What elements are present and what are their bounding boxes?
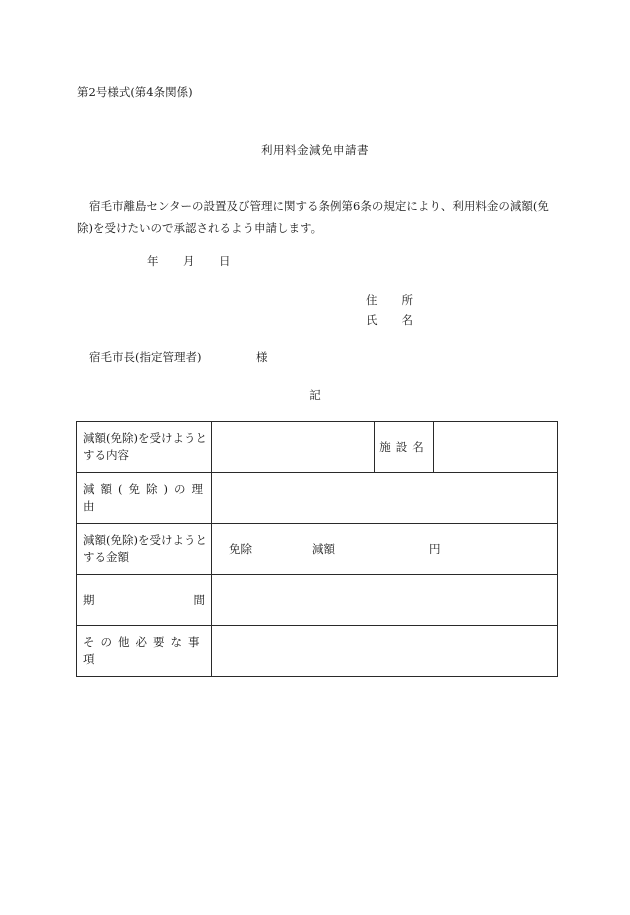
address-label [366, 292, 413, 308]
table-row [77, 422, 558, 473]
period-label-char-2: 間 [193, 592, 205, 607]
name-label-char-2: 名 [401, 313, 413, 327]
name-label-char-1: 氏 [366, 313, 378, 327]
amount-field[interactable] [212, 524, 558, 575]
facility-name-field[interactable] [434, 422, 558, 473]
application-statement: 宿毛市離島センターの設置及び管理に関する条例第6条の規定により、利用料金の減額(免除)を受けたいので承認されるよう申請します。 [77, 199, 549, 235]
table-row [77, 575, 558, 626]
address-label-char-2: 所 [401, 293, 413, 307]
table-row [77, 524, 558, 575]
content-field[interactable] [212, 422, 375, 473]
record-heading: 記 [309, 388, 321, 402]
reason-field[interactable] [212, 473, 558, 524]
document-title: 利用料金減免申請書 [261, 143, 369, 157]
other-label: その他必要な事項 [77, 626, 212, 677]
amount-reduce: 減額 [312, 542, 335, 556]
addressee: 宿毛市長(指定管理者) [89, 350, 202, 364]
period-label [77, 575, 212, 626]
other-field[interactable] [212, 626, 558, 677]
honorific: 様 [256, 350, 268, 364]
amount-unit: 円 [429, 542, 441, 556]
content-label: 減額(免除)を受けようとする内容 [77, 422, 212, 473]
reason-label: 減額(免除)の理由 [77, 473, 212, 524]
amount-exempt: 免除 [229, 542, 252, 556]
amount-label: 減額(免除)を受けようとする金額 [77, 524, 212, 575]
table-row [77, 626, 558, 677]
application-table [76, 421, 558, 677]
name-label [366, 312, 413, 328]
address-label-char-1: 住 [366, 293, 378, 307]
period-label-char-1: 期 [83, 592, 95, 607]
date-year-label: 年 [147, 254, 159, 268]
date-day-label: 日 [219, 254, 231, 268]
facility-name-label: 施設名 [375, 422, 434, 473]
period-field[interactable] [212, 575, 558, 626]
table-row [77, 473, 558, 524]
date-month-label: 月 [183, 254, 195, 268]
form-number-label: 第2号様式(第4条関係) [77, 85, 193, 99]
